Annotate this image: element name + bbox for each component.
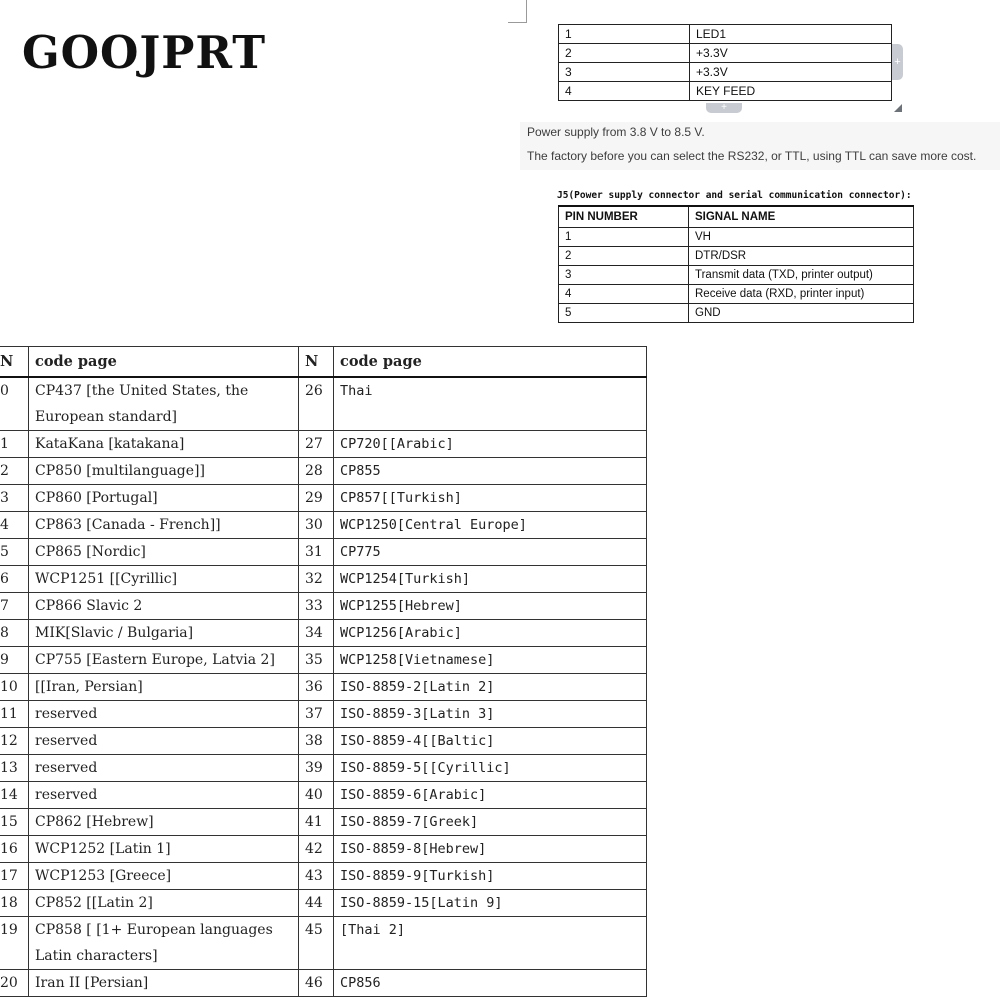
code-page-cell: CP855 xyxy=(334,458,647,485)
code-page-cell: Iran II [Persian] xyxy=(29,970,299,997)
table-row xyxy=(0,728,647,755)
power-supply-line: Power supply from 3.8 V to 8.5 V. xyxy=(527,125,705,139)
code-page-cell: ISO-8859-8[Hebrew] xyxy=(334,836,647,863)
column-header-signal-name: SIGNAL NAME xyxy=(689,206,914,228)
table-row xyxy=(559,25,892,44)
pin-cell: 3 xyxy=(559,266,689,285)
add-row-handle[interactable] xyxy=(706,103,742,113)
column-header-code-page: code page xyxy=(334,347,647,378)
table-row xyxy=(559,63,892,82)
table-row xyxy=(0,755,647,782)
signal-cell: VH xyxy=(689,228,914,247)
table-row xyxy=(0,539,647,566)
table-row xyxy=(0,809,647,836)
brand-logo: GOOJPRT xyxy=(22,26,267,79)
table-row xyxy=(559,44,892,63)
row-number-cell: 27 xyxy=(299,431,334,458)
code-page-cell: reserved xyxy=(29,701,299,728)
pin-cell: 3 xyxy=(559,63,690,82)
code-page-cell: WCP1258[Vietnamese] xyxy=(334,647,647,674)
row-number-cell: 40 xyxy=(299,782,334,809)
code-page-cell: ISO-8859-9[Turkish] xyxy=(334,863,647,890)
code-page-cell: WCP1254[Turkish] xyxy=(334,566,647,593)
code-page-cell: MIK[Slavic / Bulgaria] xyxy=(29,620,299,647)
code-page-cell: CP720[[Arabic] xyxy=(334,431,647,458)
row-number-cell: 46 xyxy=(299,970,334,997)
row-number-cell: 0 xyxy=(0,377,29,431)
code-page-cell: CP856 xyxy=(334,970,647,997)
code-page-cell: reserved xyxy=(29,728,299,755)
j5-table xyxy=(558,205,914,323)
table-row xyxy=(0,620,647,647)
pin-cell: 4 xyxy=(559,285,689,304)
code-page-cell: CP865 [Nordic] xyxy=(29,539,299,566)
table-row xyxy=(0,917,647,970)
code-page-cell: ISO-8859-7[Greek] xyxy=(334,809,647,836)
row-number-cell: 34 xyxy=(299,620,334,647)
code-page-cell: [Thai 2] xyxy=(334,917,647,970)
row-number-cell: 20 xyxy=(0,970,29,997)
table-row xyxy=(559,304,914,323)
code-page-cell: CP852 [[Latin 2] xyxy=(29,890,299,917)
table-row xyxy=(0,674,647,701)
code-page-rows xyxy=(0,377,647,997)
code-page-cell: WCP1256[Arabic] xyxy=(334,620,647,647)
row-number-cell: 38 xyxy=(299,728,334,755)
row-number-cell: 1 xyxy=(0,431,29,458)
row-number-cell: 41 xyxy=(299,809,334,836)
row-number-cell: 37 xyxy=(299,701,334,728)
signal-cell: GND xyxy=(689,304,914,323)
j5-heading: J5(Power supply connector and serial communication connector): xyxy=(557,190,912,201)
row-number-cell: 7 xyxy=(0,593,29,620)
code-page-cell: CP862 [Hebrew] xyxy=(29,809,299,836)
pin-cell: 1 xyxy=(559,228,689,247)
row-number-cell: 5 xyxy=(0,539,29,566)
code-page-cell: WCP1253 [Greece] xyxy=(29,863,299,890)
column-header-code-page: code page xyxy=(29,347,299,378)
pin-cell: 4 xyxy=(559,82,690,101)
signal-cell: KEY FEED xyxy=(690,82,892,101)
table-row xyxy=(0,782,647,809)
row-number-cell: 43 xyxy=(299,863,334,890)
code-page-cell: ISO-8859-5[[Cyrillic] xyxy=(334,755,647,782)
table-row xyxy=(0,836,647,863)
table-row xyxy=(0,863,647,890)
row-number-cell: 6 xyxy=(0,566,29,593)
table-header-row xyxy=(559,206,914,228)
code-page-cell: ISO-8859-3[Latin 3] xyxy=(334,701,647,728)
row-number-cell: 14 xyxy=(0,782,29,809)
pin-cell: 2 xyxy=(559,247,689,266)
table-row xyxy=(0,485,647,512)
code-page-cell: CP850 [multilanguage]] xyxy=(29,458,299,485)
row-number-cell: 26 xyxy=(299,377,334,431)
column-header-pin-number: PIN NUMBER xyxy=(559,206,689,228)
row-number-cell: 30 xyxy=(299,512,334,539)
row-number-cell: 11 xyxy=(0,701,29,728)
code-page-cell: ISO-8859-2[Latin 2] xyxy=(334,674,647,701)
table-row xyxy=(0,970,647,997)
row-number-cell: 36 xyxy=(299,674,334,701)
table-row xyxy=(0,890,647,917)
add-column-handle[interactable] xyxy=(892,44,903,80)
pin-cell: 2 xyxy=(559,44,690,63)
table-row xyxy=(0,377,647,431)
row-number-cell: 31 xyxy=(299,539,334,566)
table-row xyxy=(0,593,647,620)
table-header-row xyxy=(0,347,647,378)
pin-cell: 1 xyxy=(559,25,690,44)
row-number-cell: 44 xyxy=(299,890,334,917)
row-number-cell: 17 xyxy=(0,863,29,890)
code-page-cell: WCP1255[Hebrew] xyxy=(334,593,647,620)
table-resize-handle[interactable] xyxy=(894,104,902,112)
code-page-cell: reserved xyxy=(29,782,299,809)
row-number-cell: 32 xyxy=(299,566,334,593)
text-boundary-corner-mark xyxy=(508,0,527,23)
code-page-cell: [[Iran, Persian] xyxy=(29,674,299,701)
pin-table xyxy=(558,24,892,101)
table-row xyxy=(0,512,647,539)
signal-cell: +3.3V xyxy=(690,44,892,63)
row-number-cell: 3 xyxy=(0,485,29,512)
table-row xyxy=(0,458,647,485)
code-page-cell: ISO-8859-4[[Baltic] xyxy=(334,728,647,755)
signal-cell: DTR/DSR xyxy=(689,247,914,266)
table-row xyxy=(559,247,914,266)
row-number-cell: 12 xyxy=(0,728,29,755)
cropped-text-line xyxy=(30,323,540,335)
code-page-cell: WCP1251 [[Cyrillic] xyxy=(29,566,299,593)
code-page-cell: CP857[[Turkish] xyxy=(334,485,647,512)
code-page-cell: CP860 [Portugal] xyxy=(29,485,299,512)
table-row xyxy=(0,566,647,593)
row-number-cell: 39 xyxy=(299,755,334,782)
row-number-cell: 45 xyxy=(299,917,334,970)
pin-cell: 5 xyxy=(559,304,689,323)
plus-icon: + xyxy=(894,56,901,68)
column-header-n: N xyxy=(0,347,29,378)
row-number-cell: 4 xyxy=(0,512,29,539)
row-number-cell: 42 xyxy=(299,836,334,863)
table-row xyxy=(0,701,647,728)
code-page-cell: CP437 [the United States, the European standard] xyxy=(29,377,299,431)
signal-cell: Transmit data (TXD, printer output) xyxy=(689,266,914,285)
code-page-cell: CP866 Slavic 2 xyxy=(29,593,299,620)
code-page-cell: WCP1252 [Latin 1] xyxy=(29,836,299,863)
table-row xyxy=(0,431,647,458)
row-number-cell: 28 xyxy=(299,458,334,485)
row-number-cell: 29 xyxy=(299,485,334,512)
row-number-cell: 9 xyxy=(0,647,29,674)
row-number-cell: 8 xyxy=(0,620,29,647)
row-number-cell: 10 xyxy=(0,674,29,701)
code-page-cell: Thai xyxy=(334,377,647,431)
plus-icon: + xyxy=(721,102,727,113)
signal-cell: Receive data (RXD, printer input) xyxy=(689,285,914,304)
code-page-cell: WCP1250[Central Europe] xyxy=(334,512,647,539)
signal-cell: LED1 xyxy=(690,25,892,44)
row-number-cell: 19 xyxy=(0,917,29,970)
code-page-cell: CP863 [Canada - French]] xyxy=(29,512,299,539)
table-row xyxy=(559,228,914,247)
row-number-cell: 15 xyxy=(0,809,29,836)
signal-cell: +3.3V xyxy=(690,63,892,82)
code-page-cell: ISO-8859-6[Arabic] xyxy=(334,782,647,809)
row-number-cell: 18 xyxy=(0,890,29,917)
row-number-cell: 16 xyxy=(0,836,29,863)
code-page-cell: CP858 [ [1+ European languages Latin characters] xyxy=(29,917,299,970)
code-page-cell: reserved xyxy=(29,755,299,782)
code-page-cell: KataKana [katakana] xyxy=(29,431,299,458)
code-page-cell: CP775 xyxy=(334,539,647,566)
rs232-ttl-note: The factory before you can select the RS232, or TTL, using TTL can save more cost. xyxy=(527,149,977,163)
table-row xyxy=(559,285,914,304)
code-page-cell: CP755 [Eastern Europe, Latvia 2] xyxy=(29,647,299,674)
row-number-cell: 35 xyxy=(299,647,334,674)
row-number-cell: 33 xyxy=(299,593,334,620)
row-number-cell: 13 xyxy=(0,755,29,782)
column-header-n: N xyxy=(299,347,334,378)
code-page-table xyxy=(0,346,647,997)
table-row xyxy=(559,266,914,285)
table-row xyxy=(0,647,647,674)
table-row xyxy=(559,82,892,101)
row-number-cell: 2 xyxy=(0,458,29,485)
code-page-cell: ISO-8859-15[Latin 9] xyxy=(334,890,647,917)
